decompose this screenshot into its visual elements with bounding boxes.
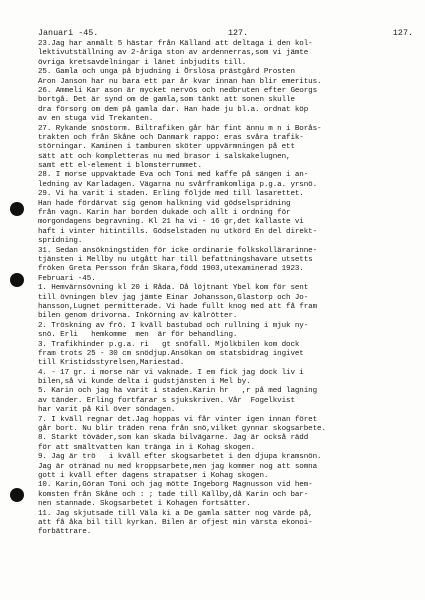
text-line: tjänsten i Mellby nu utgått har till befattningshavare utsetts (38, 255, 313, 264)
diary-body (38, 40, 416, 538)
text-line: till övningen blev jag jämte Einar Johansson,Glastorp och Jo- (38, 293, 309, 302)
text-line: 7. I kväll regnar det.Jag hoppas vi får vinter igen innan föret (38, 415, 318, 424)
page-number-right: 127. (392, 28, 413, 38)
text-line: för att smältvatten kan tränga in i Kohag skogen. (38, 443, 256, 452)
text-line: 2. Tröskning av frö. I kväll bastubad och rullning i mjuk ny- (38, 321, 309, 330)
text-line: 4. - 17 gr. i morse när vi vaknade. I em fick jag dock liv i (38, 368, 304, 377)
text-line: komsten från Skåne och : ; tade till Källby,då Karin och bar- (38, 490, 309, 499)
text-line: 5. Karin och jag ha varit i staden.Karin hr ,r på med lagning (38, 387, 318, 396)
text-line: fröken Greta Persson från Skara,född 1903,utexaminerad 1923. (38, 265, 304, 274)
text-line: från vagn. Karin har borden dukade och allt i ordning för (38, 209, 291, 218)
text-line: nen stannade. Skogsarbetet i Kohagen fortsätter. (38, 500, 251, 509)
text-line: 23.Jag har anmält 5 hästar från Källand att deltaga i den kol- (38, 40, 313, 48)
text-line: 25. Gamla och unga på bjudning i Örslösa prästgård Prosten (38, 68, 295, 77)
punch-hole (10, 488, 24, 502)
text-line: går bort. Nu blir träden rena från snö,vilket gynnar skogsarbete. (38, 425, 326, 434)
text-line: 11. Jag skjutsade till Väla ki a De gamla sätter nog värde på, (38, 509, 313, 518)
text-line: övriga kretsavdelningar i länet inbjudits till. (38, 58, 247, 67)
text-line: fram trots 25 - 30 cm snödjup.Ansökan om statsbidrag ingivet (38, 349, 304, 358)
text-line: gott i kväll efter dagens strapatser i Kohag skogen. (38, 471, 269, 480)
text-line: 1. Hemvärnsövning kl 20 i Råda. Då löjtnant Ybel kom för sent (38, 284, 309, 293)
text-line: Han hade fördärvat sig genom halkning vid gödselspridning (38, 199, 291, 208)
text-line: dra försorg om dem på gamla dar. Han hade ju bl.a. ordnat köp (38, 105, 309, 114)
text-line: bortgå. Det är synd om de gamla,som tänkt att sonen skulle (38, 96, 295, 105)
text-line: ledning av Karladagen. Vägarna nu svårframkomliga p.g.a. yrsnö. (38, 180, 318, 189)
text-line: lektivutställning av 2-åriga ston av ardennerras,som vi jämte (38, 49, 309, 58)
text-line: 3. Trafikhinder p.g.a. ri gt snöfall. Mjölkbilen kom dock (38, 340, 300, 349)
text-line: morgondagens begravning. Kl 21 ha vi - 16 gr,det kallaste vi (38, 218, 304, 227)
text-line: till Kristidsstyrelsen,Mariestad. (38, 359, 185, 368)
text-line: bilen genom drivorna. Inkörning av kälrötter. (38, 312, 238, 321)
text-line: av tänder. Erling fortfarar s sjukskriven. Vår Fogelkvist (38, 396, 295, 405)
text-line: 8. Starkt töväder,som kan skada bilvägarne. Jag är också rädd (38, 434, 309, 443)
text-line: snö. Erli hemkomme men är för behandling. (38, 331, 238, 340)
text-line: 29. Vi ha varit i staden. Erling följde med till lasarettet. (38, 190, 304, 199)
punch-hole (10, 273, 24, 287)
text-line: haft i vinter hitintills. Gödselstaden nu utkörd En del direkt- (38, 227, 318, 236)
page-number: 127. (228, 28, 249, 38)
text-line: 9. Jag är trö i kväll efter skogsarbetet i den djupa kramsnön. (38, 453, 322, 462)
text-line: 10. Karin,Göran Toni och jag mötte Ingeborg Magnusson vid hem- (38, 481, 313, 490)
page-header (38, 27, 413, 39)
text-line: spridning. (38, 237, 83, 246)
text-line: hansson,Lugnet permitterade. Vi hade fullt knog med att få fram (38, 302, 318, 311)
text-line: har varit på Kil över söndagen. (38, 406, 176, 415)
header-date: Januari -45. (38, 28, 99, 38)
text-line: störningar. Kaminen i tamburen sköter uppvärmningen på ett (38, 143, 295, 152)
punch-hole (10, 202, 24, 216)
text-line: Februari -45. (38, 274, 96, 283)
text-line: samt ett el-element i blomsterrummet. (38, 162, 202, 171)
text-line: 31. Sedan ansökningstiden för icke ordinarie folkskollärarinne- (38, 246, 318, 255)
text-line: sätt att och kompletteras nu med brasor i salskakelugnen, (38, 152, 291, 161)
text-line: 27. Rykande snöstorm. Biltrafiken går här fint ännu m n i Borås- (38, 124, 322, 133)
text-line: forbättrare. (38, 528, 92, 537)
text-line: Aron Janson har nu bara ett par år kvar innan han blir emeritus. (38, 77, 322, 86)
text-line: 28. I morse uppvaktade Eva och Toni med kaffe på sängen i an- (38, 171, 309, 180)
text-line: trakten och från Skåne och Danmark rappo: eras svåra trafik- (38, 133, 304, 142)
text-line: 26. Ammeli Kar ason är mycket nervös och nedbruten efter Georgs (38, 86, 318, 95)
text-line: att få åka bil till kyrkan. Bilen är ofjest min värsta ekonoi- (38, 518, 313, 527)
text-line: bilen,så vi kunde delta i gudstjänsten i Mel by. (38, 378, 251, 387)
text-line: Jag är otränad nu med kroppsarbete,men jag kommer nog att somna (38, 462, 318, 471)
text-line: av en stuga vid Trekanten. (38, 115, 154, 124)
